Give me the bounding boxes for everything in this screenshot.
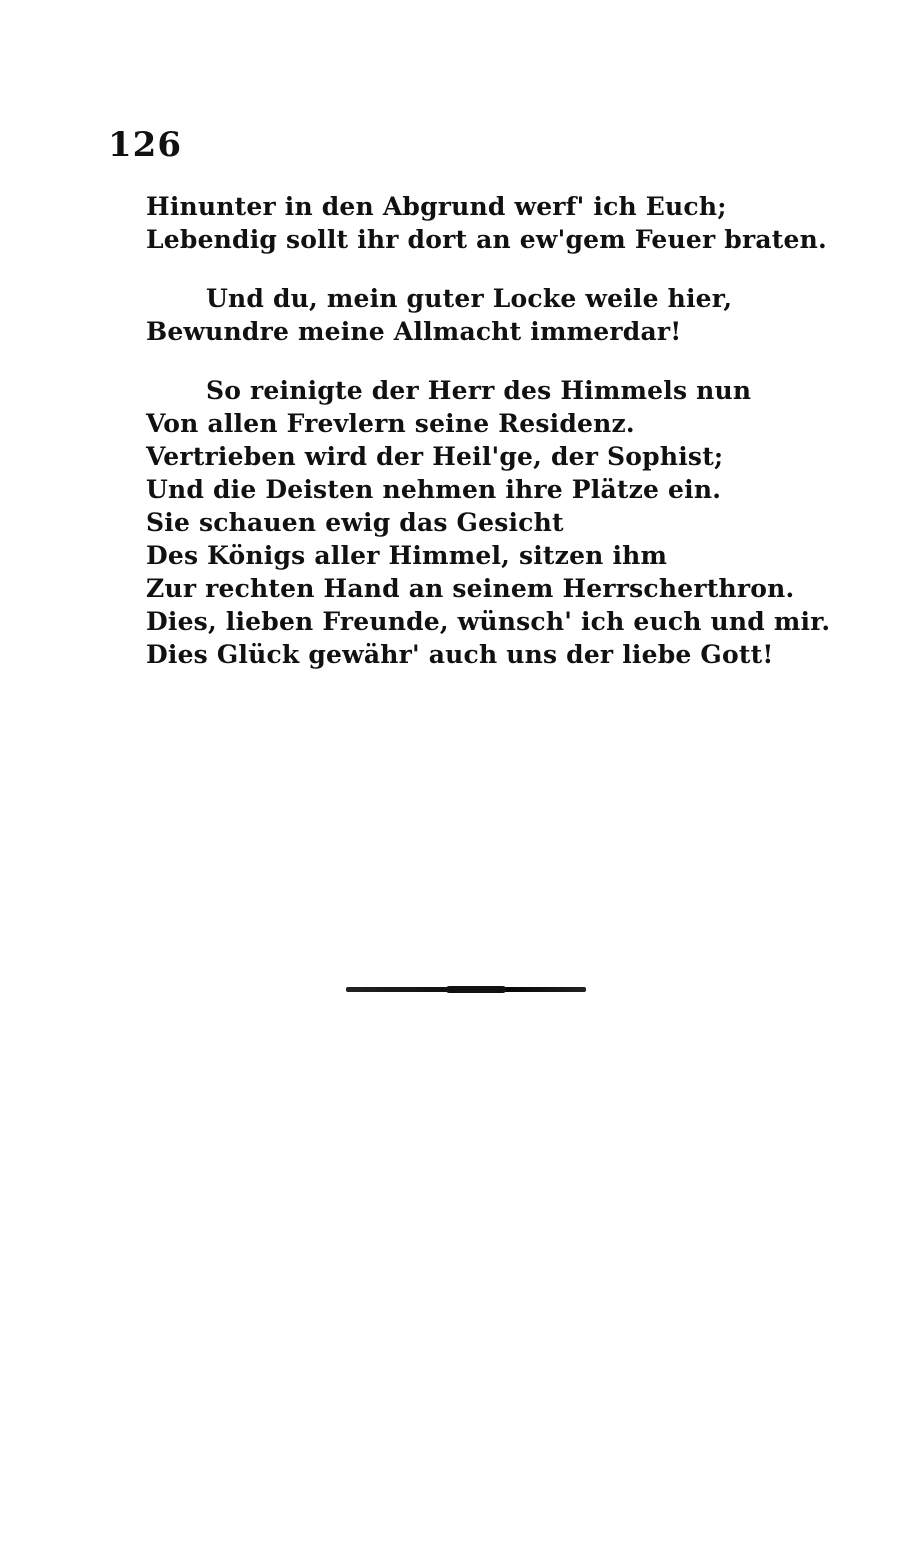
verse-line: Dies, lieben Freunde, wünsch' ich euch und mir.: [146, 607, 831, 636]
verse-line: Des Königs aller Himmel, sitzen ihm: [146, 541, 668, 570]
verse-line: Zur rechten Hand an seinem Herrscherthron.: [146, 574, 795, 603]
verse-line: Bewundre meine Allmacht immerdar!: [146, 317, 682, 346]
verse-line: Sie schauen ewig das Gesicht: [146, 508, 564, 537]
verse-line: Und du, mein guter Locke weile hier,: [206, 284, 733, 313]
verse-line: Hinunter in den Abgrund werf' ich Euch;: [146, 192, 727, 221]
verse-line: So reinigte der Herr des Himmels nun: [206, 376, 752, 405]
stanza-3: [146, 374, 866, 671]
stanza-1: [146, 190, 866, 256]
verse-line: Dies Glück gewähr' auch uns der liebe Gott!: [146, 640, 774, 669]
page-number: 126: [108, 125, 182, 165]
stanza-2: [146, 282, 866, 348]
verse-line: Lebendig sollt ihr dort an ew'gem Feuer braten.: [146, 225, 827, 254]
verse-line: Von allen Frevlern seine Residenz.: [146, 409, 635, 438]
poem-text: [146, 190, 866, 671]
verse-line: Und die Deisten nehmen ihre Plätze ein.: [146, 475, 722, 504]
verse-line: Vertrieben wird der Heil'ge, der Sophist;: [146, 442, 724, 471]
end-rule-divider: [346, 987, 586, 992]
